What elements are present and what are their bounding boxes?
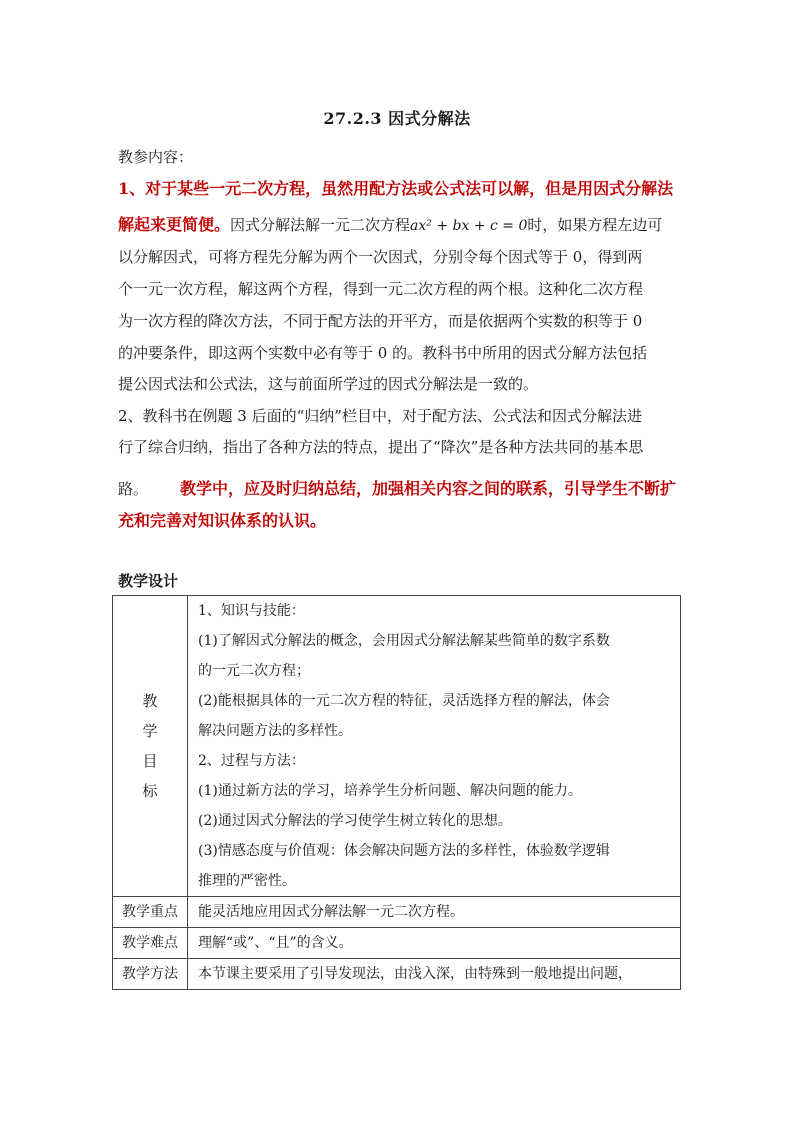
document-title: 27.2.3 因式分解法	[323, 109, 471, 128]
para1-line3: 以分解因式，可将方程先分解为两个一次因式，分别令每个因式等于 0，得到两	[118, 248, 643, 266]
para1-line2-text: 因式分解法解一元二次方程	[230, 216, 411, 234]
goal-line: (2)通过因式分解法的学习使学生树立转化的思想。	[198, 813, 512, 829]
para2-line4-red: 充和完善对知识体系的认识。	[118, 511, 327, 530]
para1-red-line1: 1、对于某些一元二次方程，虽然用配方法或公式法可以解，但是用因式分解法	[118, 179, 674, 198]
para2-line2: 行了综合归纳，指出了各种方法的特点，提出了“降次”是各种方法共同的基本思	[118, 438, 644, 456]
para1-line2	[118, 212, 662, 235]
difficulty-row	[113, 928, 681, 959]
design-title: 教学设计	[118, 572, 179, 590]
goals-label: 教 学 目 标	[113, 596, 188, 897]
method-text: 本节课主要采用了引导发现法，由浅入深，由特殊到一般地提出问题，	[188, 959, 681, 990]
para1-line4: 个一元一次方程，解这两个方程，得到一元二次方程的两个根。这种化二次方程	[118, 280, 644, 298]
para1-line7: 提公因式法和公式法，这与前面所学过的因式分解法是一致的。	[118, 375, 539, 393]
difficulty-text: 理解“或”、“且”的含义。	[188, 928, 681, 959]
content-heading: 教参内容：	[118, 148, 194, 166]
goal-line: 1、知识与技能：	[198, 603, 305, 619]
para2-line3-plain: 路。	[118, 480, 149, 498]
para2-line3	[118, 476, 676, 499]
goal-line: 推理的严密性。	[198, 873, 296, 889]
para1-line2-after: 时，如果方程左边可	[527, 216, 663, 234]
design-table	[112, 595, 681, 990]
key-label: 教学重点	[113, 897, 188, 928]
goal-line: (2)能根据具体的一元二次方程的特征，灵活选择方程的解法，体会	[198, 693, 610, 709]
para1-line5: 为一次方程的降次方法，不同于配方法的开平方，而是依据两个实数的积等于 0	[118, 312, 643, 330]
para1-red-line2: 解起来更简便。	[118, 215, 231, 234]
para2-line1: 2、教科书在例题 3 后面的“归纳”栏目中，对于配方法、公式法和因式分解法进	[118, 407, 642, 425]
para2-line3-red: 教学中，应及时归纳总结，加强相关内容之间的联系，引导学生不断扩	[180, 479, 677, 498]
method-row	[113, 959, 681, 990]
goal-line: (1)通过新方法的学习，培养学生分析问题、解决问题的能力。	[198, 783, 582, 799]
goal-line: 2、过程与方法：	[198, 753, 305, 769]
goal-line: 解决问题方法的多样性。	[198, 723, 352, 739]
key-row	[113, 897, 681, 928]
method-label: 教学方法	[113, 959, 188, 990]
para1-line6: 的冲要条件，即这两个实数中必有等于 0 的。教科书中所用的因式分解方法包括	[118, 344, 648, 362]
equation: ax² + bx + c = 0	[410, 218, 528, 234]
goal-line: (3)情感态度与价值观：体会解决问题方法的多样性，体验数学逻辑	[198, 843, 610, 859]
goal-line: (1)了解因式分解法的概念，会用因式分解法解某些简单的数字系数	[198, 633, 610, 649]
goal-line: 的一元二次方程；	[198, 663, 310, 679]
key-text: 能灵活地应用因式分解法解一元二次方程。	[188, 897, 681, 928]
goals-row	[113, 596, 681, 897]
difficulty-label: 教学难点	[113, 928, 188, 959]
goals-content	[188, 596, 681, 897]
